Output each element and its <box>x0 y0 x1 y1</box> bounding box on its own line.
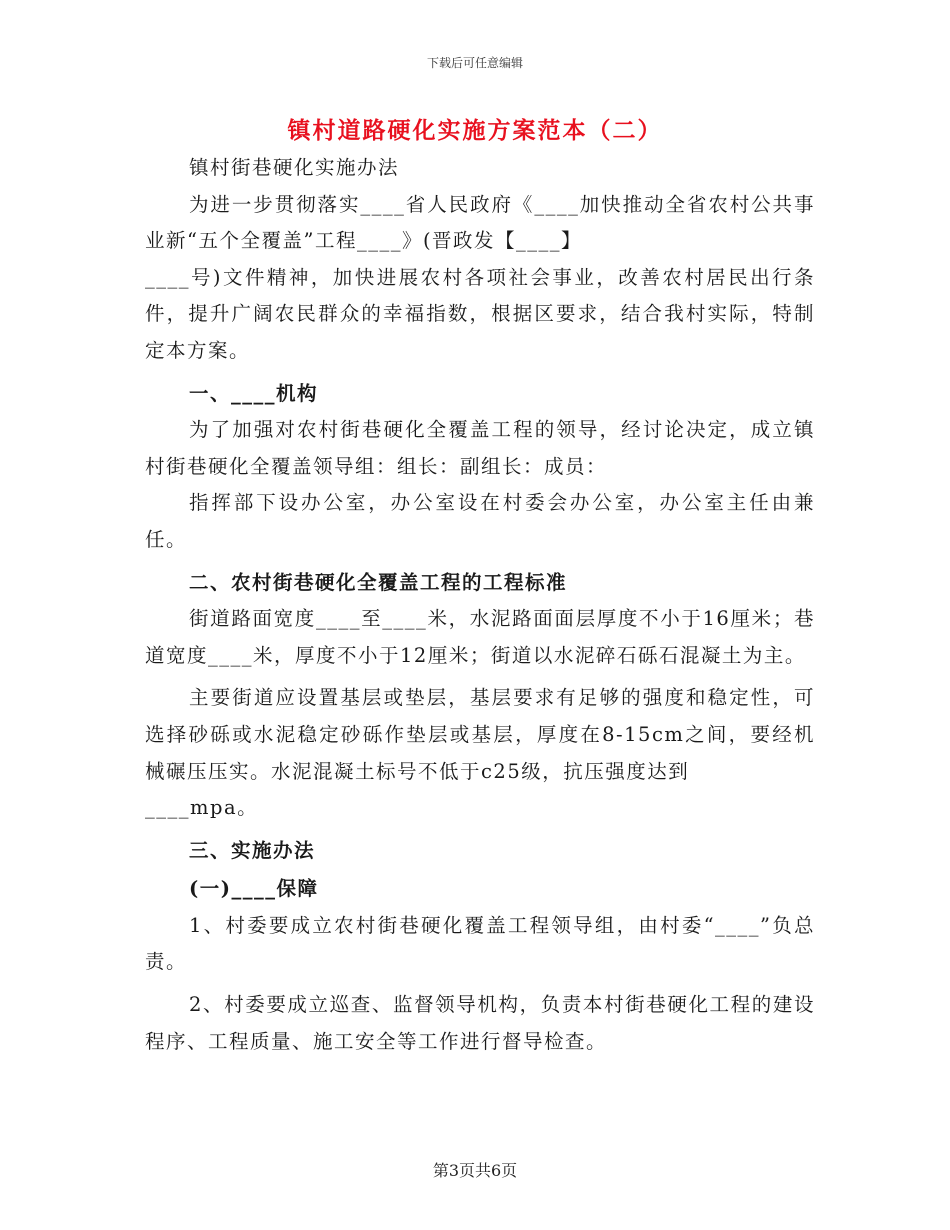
section-2-paragraph-1: 街道路面宽度____至____米，水泥路面面层厚度不小于16厘米；巷道宽度____米，厚度不小于12厘米；街道以水泥碎石砾石混凝土为主。 <box>145 607 815 667</box>
section-3-heading: 三、实施办法 <box>189 838 316 862</box>
section-3-subheading-1: (一)____保障 <box>189 877 319 901</box>
page-number: 第3页共6页 <box>432 1161 518 1180</box>
paragraph-intro-2: ____号)文件精神，加快进展农村各项社会事业，改善农村居民出行条件，提升广阔农民群众的幸福指数，根据区要求，结合我村实际，特制定本方案。 <box>145 265 815 362</box>
section-2-heading: 二、农村街巷硬化全覆盖工程的工程标准 <box>189 570 568 594</box>
section-3-item-2: 2、村委要成立巡查、监督领导机构，负责本村街巷硬化工程的建设程序、工程质量、施工安全等工作进行督导检查。 <box>145 993 815 1053</box>
subtitle: 镇村街巷硬化实施办法 <box>189 156 400 179</box>
section-2-paragraph-3: ____mpa。 <box>145 796 259 820</box>
section-2-paragraph-2: 主要街道应设置基层或垫层，基层要求有足够的强度和稳定性，可选择砂砾或水泥稳定砂砾作垫层或基层，厚度在8-15cm之间，要经机械碾压压实。水泥混凝土标号不低于c25级，抗压强度达到 <box>145 686 815 783</box>
paragraph-intro-1: 为进一步贯彻落实____省人民政府《____加快推动全省农村公共事业新“五个全覆盖”工程____》(晋政发【____】 <box>145 192 815 253</box>
section-1-paragraph-2: 指挥部下设办公室，办公室设在村委会办公室，办公室主任由兼任。 <box>145 491 815 551</box>
header-note: 下载后可任意编辑 <box>426 56 523 70</box>
section-1-heading: 一、____机构 <box>189 381 319 405</box>
document-body <box>145 150 815 1060</box>
section-1-paragraph-1: 为了加强对农村街巷硬化全覆盖工程的领导，经讨论决定，成立镇村街巷硬化全覆盖领导组：组长：副组长：成员： <box>145 418 815 478</box>
document-title: 镇村道路硬化实施方案范本（二） <box>287 117 663 144</box>
section-3-item-1: 1、村委要成立农村街巷硬化覆盖工程领导组，由村委“____”负总责。 <box>145 913 815 974</box>
